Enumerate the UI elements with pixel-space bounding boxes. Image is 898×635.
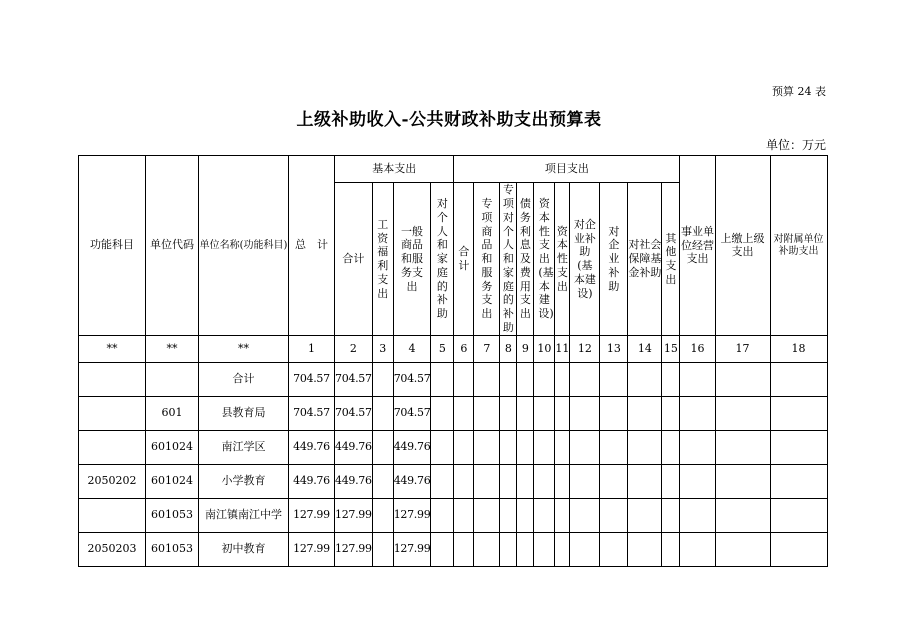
cell-func-subject: 2050202 xyxy=(79,465,146,499)
index-cell: 9 xyxy=(517,336,534,363)
cell-unit-code: 601 xyxy=(146,397,199,431)
empty-cell xyxy=(600,533,628,567)
header-basic-family: 对个人和家庭的补助 xyxy=(431,183,454,336)
index-cell: 6 xyxy=(454,336,474,363)
index-cell: 8 xyxy=(500,336,517,363)
cell-total: 704.57 xyxy=(289,397,335,431)
empty-cell xyxy=(534,363,555,397)
empty-cell xyxy=(570,397,600,431)
header-proj-total: 合计 xyxy=(454,183,474,336)
cell-func-subject xyxy=(79,397,146,431)
empty-cell xyxy=(534,533,555,567)
empty-cell xyxy=(662,533,680,567)
empty-cell xyxy=(628,397,662,431)
header-proj-other: 其他支出 xyxy=(662,183,680,336)
header-proj-family: 专项对个人和家庭的补助 xyxy=(500,183,517,336)
index-cell: 11 xyxy=(555,336,570,363)
empty-cell xyxy=(500,397,517,431)
empty-cell xyxy=(600,499,628,533)
index-cell: 4 xyxy=(393,336,431,363)
index-cell: 3 xyxy=(372,336,393,363)
empty-cell xyxy=(474,465,500,499)
header-func-subject: 功能科目 xyxy=(79,156,146,336)
empty-cell xyxy=(534,431,555,465)
cell-basic-wage xyxy=(372,465,393,499)
cell-func-subject xyxy=(79,431,146,465)
empty-cell xyxy=(555,465,570,499)
index-cell: 18 xyxy=(770,336,827,363)
cell-unit-code: 601024 xyxy=(146,465,199,499)
cell-unit-code: 601024 xyxy=(146,431,199,465)
form-number: 预算 24 表 xyxy=(772,85,826,98)
empty-cell xyxy=(431,431,454,465)
empty-cell xyxy=(715,533,770,567)
empty-cell xyxy=(500,533,517,567)
index-cell: 5 xyxy=(431,336,454,363)
empty-cell xyxy=(715,431,770,465)
index-cell: 10 xyxy=(534,336,555,363)
table-row xyxy=(79,533,828,567)
table-row xyxy=(79,397,828,431)
empty-cell xyxy=(570,363,600,397)
empty-cell xyxy=(555,533,570,567)
header-proj-capital-build: 资本性支出(基本建设) xyxy=(534,183,555,336)
index-cell: ** xyxy=(79,336,146,363)
cell-unit-code xyxy=(146,363,199,397)
cell-basic-goods: 449.76 xyxy=(393,431,431,465)
empty-cell xyxy=(570,533,600,567)
cell-basic-wage xyxy=(372,533,393,567)
empty-cell xyxy=(680,431,715,465)
index-cell: 12 xyxy=(570,336,600,363)
table-row xyxy=(79,431,828,465)
cell-unit-name: 小学教育 xyxy=(199,465,289,499)
empty-cell xyxy=(517,431,534,465)
index-row xyxy=(79,336,828,363)
header-upper: 上缴上级支出 xyxy=(715,156,770,336)
cell-func-subject xyxy=(79,363,146,397)
index-cell: 15 xyxy=(662,336,680,363)
empty-cell xyxy=(600,431,628,465)
empty-cell xyxy=(680,363,715,397)
index-cell: 2 xyxy=(335,336,373,363)
cell-func-subject xyxy=(79,499,146,533)
cell-total: 449.76 xyxy=(289,465,335,499)
empty-cell xyxy=(715,499,770,533)
cell-basic-wage xyxy=(372,397,393,431)
budget-table xyxy=(78,155,828,567)
cell-basic-total: 704.57 xyxy=(335,363,373,397)
empty-cell xyxy=(454,465,474,499)
empty-cell xyxy=(770,533,827,567)
empty-cell xyxy=(662,397,680,431)
cell-basic-goods: 127.99 xyxy=(393,533,431,567)
cell-basic-total: 127.99 xyxy=(335,499,373,533)
empty-cell xyxy=(454,499,474,533)
cell-basic-total: 127.99 xyxy=(335,533,373,567)
cell-total: 127.99 xyxy=(289,499,335,533)
empty-cell xyxy=(628,465,662,499)
header-group-project: 项目支出 xyxy=(454,156,680,183)
empty-cell xyxy=(500,499,517,533)
empty-cell xyxy=(474,397,500,431)
cell-unit-name: 县教育局 xyxy=(199,397,289,431)
empty-cell xyxy=(431,499,454,533)
empty-cell xyxy=(628,363,662,397)
empty-cell xyxy=(474,431,500,465)
empty-cell xyxy=(570,465,600,499)
header-proj-debt: 债务利息及费用支出 xyxy=(517,183,534,336)
empty-cell xyxy=(517,397,534,431)
cell-basic-wage xyxy=(372,431,393,465)
empty-cell xyxy=(534,397,555,431)
empty-cell xyxy=(570,499,600,533)
empty-cell xyxy=(474,499,500,533)
cell-basic-goods: 127.99 xyxy=(393,499,431,533)
cell-unit-code: 601053 xyxy=(146,499,199,533)
empty-cell xyxy=(454,533,474,567)
empty-cell xyxy=(555,499,570,533)
index-cell: 14 xyxy=(628,336,662,363)
empty-cell xyxy=(570,431,600,465)
empty-cell xyxy=(431,533,454,567)
empty-cell xyxy=(628,533,662,567)
cell-basic-goods: 704.57 xyxy=(393,363,431,397)
index-cell: ** xyxy=(146,336,199,363)
empty-cell xyxy=(680,397,715,431)
table-row xyxy=(79,465,828,499)
empty-cell xyxy=(662,431,680,465)
empty-cell xyxy=(474,533,500,567)
page-title: 上级补助收入-公共财政补助支出预算表 xyxy=(296,110,602,130)
index-cell: 16 xyxy=(680,336,715,363)
empty-cell xyxy=(600,465,628,499)
empty-cell xyxy=(770,363,827,397)
empty-cell xyxy=(715,397,770,431)
empty-cell xyxy=(517,533,534,567)
empty-cell xyxy=(500,465,517,499)
header-affiliated: 对附属单位补助支出 xyxy=(770,156,827,336)
index-cell: 17 xyxy=(715,336,770,363)
empty-cell xyxy=(517,499,534,533)
index-cell: 7 xyxy=(474,336,500,363)
header-proj-enterprise: 对企业补助 xyxy=(600,183,628,336)
cell-basic-goods: 704.57 xyxy=(393,397,431,431)
cell-unit-name: 南江镇南江中学 xyxy=(199,499,289,533)
header-basic-wage: 工资福利支出 xyxy=(372,183,393,336)
cell-basic-wage xyxy=(372,499,393,533)
empty-cell xyxy=(555,397,570,431)
cell-basic-total: 449.76 xyxy=(335,431,373,465)
empty-cell xyxy=(628,431,662,465)
empty-cell xyxy=(600,363,628,397)
empty-cell xyxy=(680,499,715,533)
index-cell: ** xyxy=(199,336,289,363)
cell-basic-total: 449.76 xyxy=(335,465,373,499)
cell-basic-wage xyxy=(372,363,393,397)
empty-cell xyxy=(555,363,570,397)
empty-cell xyxy=(770,499,827,533)
empty-cell xyxy=(770,431,827,465)
empty-cell xyxy=(534,499,555,533)
cell-basic-goods: 449.76 xyxy=(393,465,431,499)
empty-cell xyxy=(454,397,474,431)
empty-cell xyxy=(474,363,500,397)
header-proj-social: 对社会保障基金补助 xyxy=(628,183,662,336)
empty-cell xyxy=(517,465,534,499)
header-proj-goods: 专项商品和服务支出 xyxy=(474,183,500,336)
header-group-basic: 基本支出 xyxy=(335,156,454,183)
header-unit-code: 单位代码 xyxy=(146,156,199,336)
empty-cell xyxy=(431,363,454,397)
empty-cell xyxy=(715,465,770,499)
empty-cell xyxy=(454,363,474,397)
cell-unit-name: 南江学区 xyxy=(199,431,289,465)
header-proj-capital: 资本性支出 xyxy=(555,183,570,336)
cell-total: 127.99 xyxy=(289,533,335,567)
empty-cell xyxy=(628,499,662,533)
cell-unit-code: 601053 xyxy=(146,533,199,567)
empty-cell xyxy=(500,431,517,465)
empty-cell xyxy=(662,499,680,533)
empty-cell xyxy=(680,533,715,567)
empty-cell xyxy=(555,431,570,465)
empty-cell xyxy=(770,465,827,499)
empty-cell xyxy=(770,397,827,431)
cell-func-subject: 2050203 xyxy=(79,533,146,567)
table-row xyxy=(79,499,828,533)
empty-cell xyxy=(662,465,680,499)
empty-cell xyxy=(662,363,680,397)
header-total: 总 计 xyxy=(289,156,335,336)
cell-unit-name: 合计 xyxy=(199,363,289,397)
index-cell: 1 xyxy=(289,336,335,363)
empty-cell xyxy=(600,397,628,431)
empty-cell xyxy=(431,465,454,499)
empty-cell xyxy=(680,465,715,499)
empty-cell xyxy=(500,363,517,397)
header-basic-goods: 一般商品和服务支出 xyxy=(393,183,431,336)
empty-cell xyxy=(715,363,770,397)
unit-label: 单位：万元 xyxy=(765,138,826,152)
header-basic-total: 合计 xyxy=(335,183,373,336)
empty-cell xyxy=(431,397,454,431)
empty-cell xyxy=(454,431,474,465)
cell-basic-total: 704.57 xyxy=(335,397,373,431)
cell-total: 449.76 xyxy=(289,431,335,465)
header-operation: 事业单位经营支出 xyxy=(680,156,715,336)
header-unit-name: 单位名称(功能科目) xyxy=(199,156,289,336)
table-row xyxy=(79,363,828,397)
cell-total: 704.57 xyxy=(289,363,335,397)
cell-unit-name: 初中教育 xyxy=(199,533,289,567)
index-cell: 13 xyxy=(600,336,628,363)
header-proj-enterprise-build: 对企业补助(基本建设) xyxy=(570,183,600,336)
empty-cell xyxy=(517,363,534,397)
empty-cell xyxy=(534,465,555,499)
